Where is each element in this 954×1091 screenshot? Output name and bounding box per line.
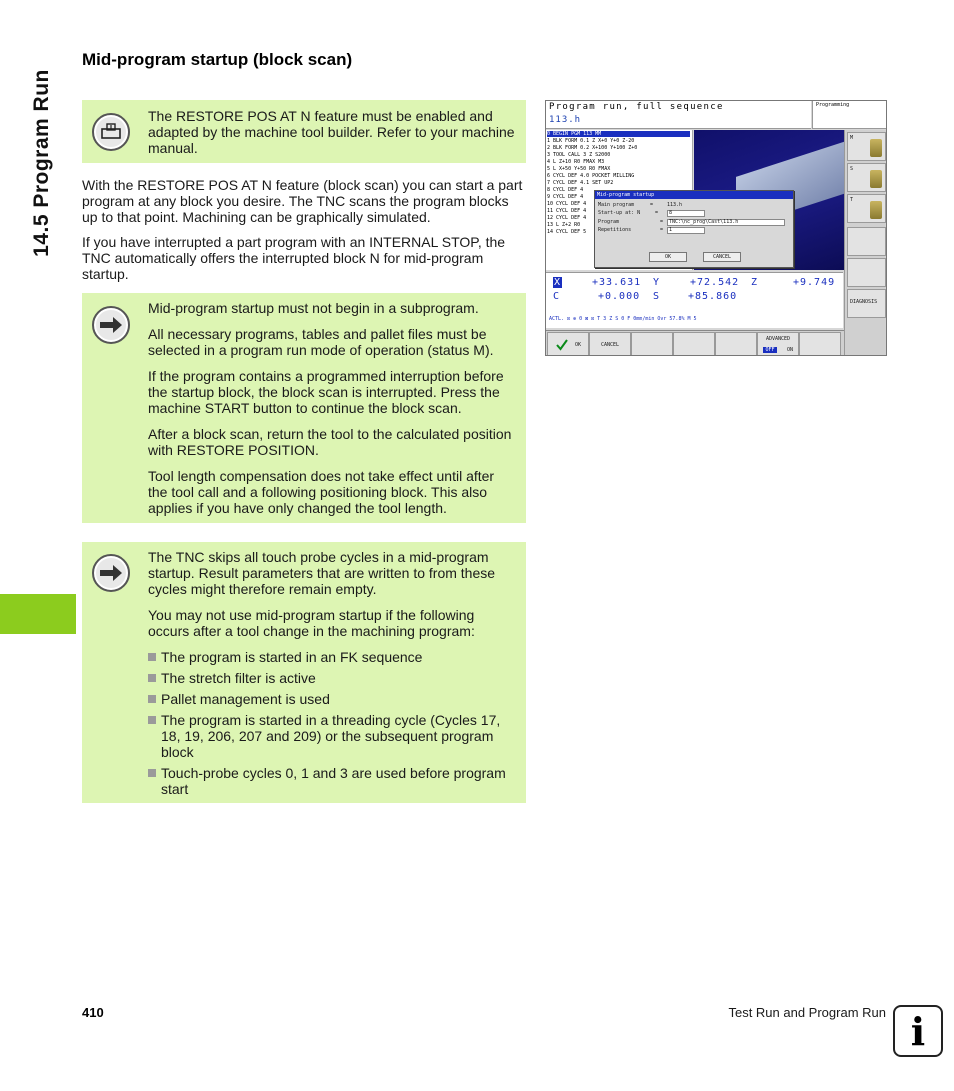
note-item: If the program contains a programmed interruption before the startup block, the block scan is interrupted. Press the machine START button to continue the block scan. [148,368,504,416]
list-item: Touch-probe cycles 0, 1 and 3 are used before program start [148,765,516,797]
axis-value-z: +9.749 [793,277,836,288]
mid-program-startup-dialog [594,190,794,268]
program-file: 113.h [549,115,582,125]
note-machine-builder [82,100,526,163]
cancel-softkey[interactable]: CANCEL [589,332,631,356]
empty-softkey[interactable] [847,258,886,287]
dialog-label: Program [598,219,620,225]
note-text: The RESTORE POS AT N feature must be enabled and adapted by the machine tool builder. Refer to your machine manual. [148,108,515,156]
note-paragraph: You may not use mid-program startup if the following occurs after a tool change in the machining program: [148,607,475,639]
program-line: 13 L Z+2 R0 [547,222,581,228]
list-item: The program is started in an FK sequence [148,649,516,665]
axis-value-x: +33.631 [592,277,642,288]
axis-label-s: S [653,291,661,302]
dialog-label: Repetitions [598,227,632,233]
dialog-label: Main program [598,202,635,208]
program-line: 3 TOOL CALL 3 Z S2000 [547,152,611,158]
tool-softkey[interactable]: T [847,194,886,223]
program-line: 11 CYCL DEF 4 [547,208,587,214]
program-line: 6 CYCL DEF 4.0 POCKET MILLING [547,173,635,179]
program-line: 0 BEGIN PGM 113 MM [547,131,690,137]
program-line: 10 CYCL DEF 4 [547,201,587,207]
empty-softkey[interactable] [847,227,886,256]
machine-builder-icon [92,113,130,151]
list-item: The program is started in a threading cycle (Cycles 17, 18, 19, 206, 207 and 209) or the subsequent program block [148,712,516,760]
page-number: 410 [82,1005,104,1020]
note-restrictions [82,542,526,803]
dialog-label: Start-up at: N [598,210,641,216]
arrow-right-icon [92,306,130,344]
mode-header [546,101,811,129]
toggle-on: ON [786,347,794,353]
tool-change-icon [870,201,882,219]
empty-softkey[interactable] [631,332,673,356]
status-line: ACTL. ⊡ ⊕ 0 ⊠ ⊡ T 3 Z S 0 F 0mm/min Ovr 57.8% M 5 [549,316,697,322]
paragraph: If you have interrupted a part program with an INTERNAL STOP, the TNC automatically offers the interrupted block N for mid-program startup. [82,234,506,282]
paragraph: With the RESTORE POS AT N feature (block scan) you can start a part program at any block you desire. The TNC scans the program blocks up to that point. Machining can be graphically simulated. [82,177,523,225]
axis-label-c: C [553,291,561,302]
note-item: All necessary programs, tables and pallet files must be selected in a program run mode of operation (status M). [148,326,494,358]
advanced-softkey[interactable]: ADVANCED OFF ON [757,332,799,356]
spindle-icon [870,170,882,188]
axis-value-y: +72.542 [690,277,740,288]
spindle-softkey[interactable]: S [847,163,886,192]
mode-title: Program run, full sequence [549,102,724,112]
m-function-softkey[interactable]: M [847,132,886,161]
info-icon: i [893,1005,943,1057]
axis-label-y: Y [653,277,661,288]
note-item: Mid-program startup must not begin in a subprogram. [148,300,479,316]
dialog-value: 113.h [667,202,683,208]
arrow-right-icon [92,554,130,592]
program-line: 8 CYCL DEF 4 [547,187,584,193]
axis-label-x: X [554,277,562,288]
list-item: The stretch filter is active [148,670,516,686]
dialog-separator: = [660,219,664,225]
program-line: 7 CYCL DEF 4.1 SET UP2 [547,180,614,186]
note-item: Tool length compensation does not take effect until after the tool call and a following positioning block. This also applies if you have only changed the tool length. [148,468,495,516]
program-line: 2 BLK FORM 0.2 X+100 Y+100 Z+0 [547,145,638,151]
chapter-tab-marker [0,594,76,634]
dialog-separator: = [655,210,659,216]
axis-value-c: +0.000 [598,291,641,302]
dialog-cancel-button[interactable]: CANCEL [703,252,741,262]
note-warnings [82,293,526,523]
program-line: 14 CYCL DEF 5 [547,229,587,235]
tnc-screen-screenshot [545,100,887,356]
bottom-softkey-bar [546,330,844,356]
repetitions-field[interactable]: 1 [667,227,705,234]
diagnosis-softkey[interactable]: DIAGNOSIS [847,289,886,318]
note-item: After a block scan, return the tool to the calculated position with RESTORE POSITION. [148,426,512,458]
dialog-ok-button[interactable]: OK [649,252,687,262]
chapter-side-title: 14.5 Program Run [30,69,54,257]
axis-label-z: Z [751,277,759,288]
axis-value-s: +85.860 [688,291,738,302]
ok-softkey[interactable]: OK [547,332,589,356]
empty-softkey[interactable] [799,332,841,356]
note-paragraph: The TNC skips all touch probe cycles in a mid-program startup. Result parameters that are written to from these cycles might therefore remain empty. [148,549,496,597]
program-line: 9 CYCL DEF 4 [547,194,584,200]
program-line: 1 BLK FORM 0.1 Z X+0 Y+0 Z-20 [547,138,635,144]
program-line: 5 L X+50 Y+50 R0 FMAX [547,166,611,172]
program-line: 12 CYCL DEF 4 [547,215,587,221]
dialog-separator: = [650,202,654,208]
footer-chapter-title: Test Run and Program Run [728,1005,886,1020]
position-display [546,272,843,328]
startup-block-field[interactable]: 8 [667,210,705,217]
restriction-list [148,649,516,797]
dialog-title: Mid-program startup [595,191,793,199]
right-softkey-bar [844,130,887,356]
program-line: 4 L Z+10 R0 FMAX M3 [547,159,605,165]
empty-softkey[interactable] [673,332,715,356]
section-heading: Mid-program startup (block scan) [82,50,353,69]
dialog-separator: = [660,227,664,233]
program-path-field[interactable]: TNC:\nc_prog\Cast\113.h [667,219,785,226]
tool-icon [870,139,882,157]
secondary-mode: Programming [812,101,887,129]
toggle-off: OFF [765,347,775,353]
list-item: Pallet management is used [148,691,516,707]
